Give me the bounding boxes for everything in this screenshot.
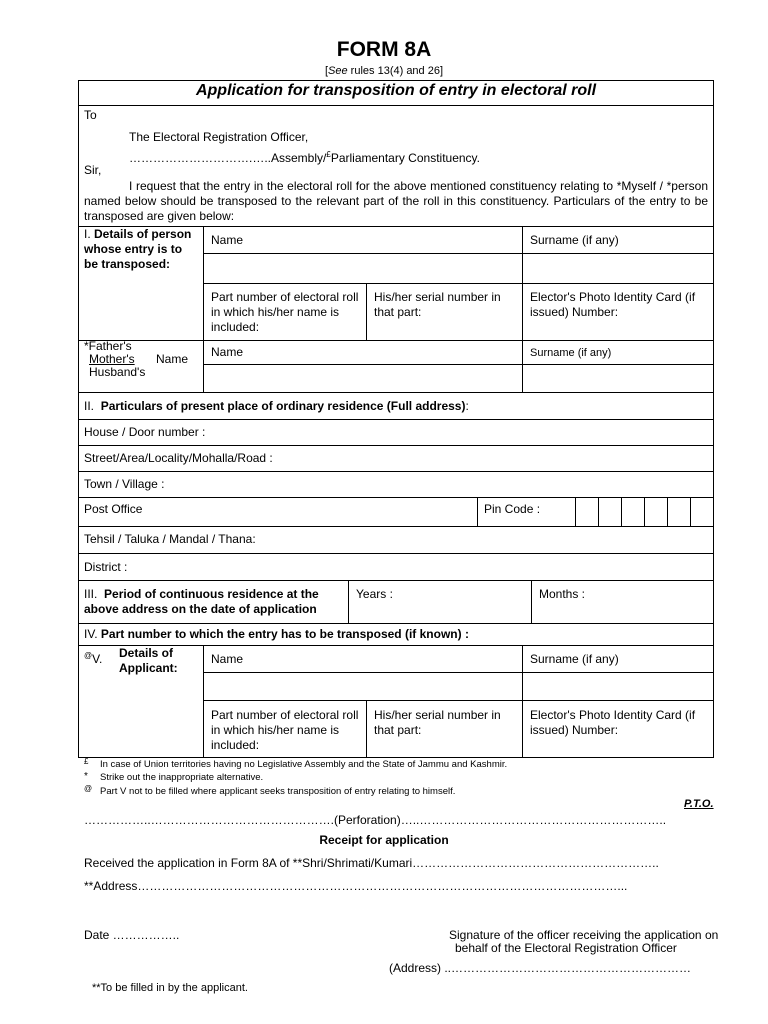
request-paragraph: I request that the entry in the electoral roll for the above mentioned constituency relating to *Myself / *person named below should be transposed to the relevant part of the roll in this constituency. Particulars of the entry to be transposed are given below: — [84, 179, 708, 223]
tehsil-field[interactable]: Tehsil / Taluka / Mandal / Thana: — [84, 532, 256, 546]
pin-code-label: Pin Code : — [484, 502, 541, 516]
receipt-received-line[interactable]: Received the application in Form 8A of **Shri/Shrimati/Kumari…………………………………………………….. — [84, 856, 659, 870]
section1-name-field[interactable] — [204, 254, 521, 282]
relation-name-label: Name — [211, 345, 244, 359]
section1-title: I. Details of person whose entry is to be transposed: — [84, 227, 192, 271]
footnote-3-mark: @ — [84, 784, 93, 793]
section5-part-number-label: Part number of electoral roll in which his/her name is included: — [211, 708, 359, 752]
relation-husbands: Husband's — [89, 365, 146, 379]
section5-name-field[interactable] — [204, 673, 521, 699]
receipt-date[interactable]: Date …………….. — [84, 928, 180, 942]
relation-surname-field[interactable] — [523, 365, 713, 391]
relation-name-word: Name — [156, 352, 189, 366]
section1-surname-field[interactable] — [523, 254, 713, 282]
section5-numeral: @V. — [84, 651, 103, 666]
footnote-2-mark: * — [84, 771, 88, 782]
officer-address-line[interactable]: (Address) ..…………………………………………………… — [389, 961, 692, 975]
section5-surname-field[interactable] — [523, 673, 713, 699]
to-label: To — [84, 108, 97, 122]
form-title: FORM 8A — [336, 38, 432, 61]
section1-epic-label: Elector's Photo Identity Card (if issued) Number: — [530, 290, 696, 319]
months-field[interactable]: Months : — [539, 587, 586, 601]
footnote-2: Strike out the inappropriate alternative. — [100, 772, 264, 783]
section1-part-number-label: Part number of electoral roll in which his/her name is included: — [211, 290, 359, 334]
section1-surname-label: Surname (if any) — [530, 233, 619, 247]
post-office-field[interactable]: Post Office — [84, 502, 143, 516]
town-village-field[interactable]: Town / Village : — [84, 477, 165, 491]
section1-name-label: Name — [211, 233, 244, 247]
street-field[interactable]: Street/Area/Locality/Mohalla/Road : — [84, 451, 273, 465]
form-heading: Application for transposition of entry in electoral roll — [195, 82, 597, 99]
receipt-address-line[interactable]: **Address…………………………………………………………………………………………………………... — [84, 879, 628, 893]
receipt-title: Receipt for application — [319, 833, 449, 847]
officer-line: The Electoral Registration Officer, — [129, 130, 309, 144]
relation-mothers: Mother's — [89, 352, 135, 366]
footnote-3: Part V not to be filled where applicant seeks transposition of entry relating to himself. — [100, 786, 456, 797]
rules-reference: [See rules 13(4) and 26] — [324, 65, 444, 77]
pin-code-boxes[interactable] — [576, 498, 713, 525]
house-number-field[interactable]: House / Door number : — [84, 425, 206, 439]
applicant-note: **To be filled in by the applicant. — [92, 982, 248, 994]
district-field[interactable]: District : — [84, 560, 128, 574]
section5-title: Details of Applicant: — [119, 646, 178, 675]
section3-title: III. Period of continuous residence at the above address on the date of application — [84, 587, 319, 616]
section4-title: IV. Part number to which the entry has to be transposed (if known) : — [84, 627, 469, 641]
footnote-1: In case of Union territories having no Legislative Assembly and the State of Jammu and Kashmir. — [100, 759, 508, 770]
relation-fathers: *Father's — [84, 339, 132, 353]
years-field[interactable]: Years : — [356, 587, 393, 601]
section5-serial-label: His/her serial number in that part: — [374, 708, 501, 737]
section5-surname-label: Surname (if any) — [530, 652, 619, 666]
constituency-line: ………………………….…..Assembly/£Parliamentary Constituency. — [129, 150, 480, 165]
salutation: Sir, — [84, 163, 102, 177]
footnote-1-mark: £ — [84, 757, 89, 766]
relation-name-field[interactable] — [204, 365, 521, 391]
perforation-line: ……………..……………………………………….(Perforation)…..…………………………………………………….. — [84, 813, 667, 827]
section1-serial-label: His/her serial number in that part: — [374, 290, 501, 319]
relation-surname-label: Surname (if any) — [530, 347, 612, 359]
signature-line-1: Signature of the officer receiving the application on — [449, 928, 719, 942]
pto-label: P.T.O. — [684, 798, 714, 810]
signature-line-2: behalf of the Electoral Registration Officer — [455, 941, 677, 955]
section2-title: II. Particulars of present place of ordinary residence (Full address): — [84, 399, 469, 413]
section5-epic-label: Elector's Photo Identity Card (if issued) Number: — [530, 708, 696, 737]
section5-name-label: Name — [211, 652, 244, 666]
